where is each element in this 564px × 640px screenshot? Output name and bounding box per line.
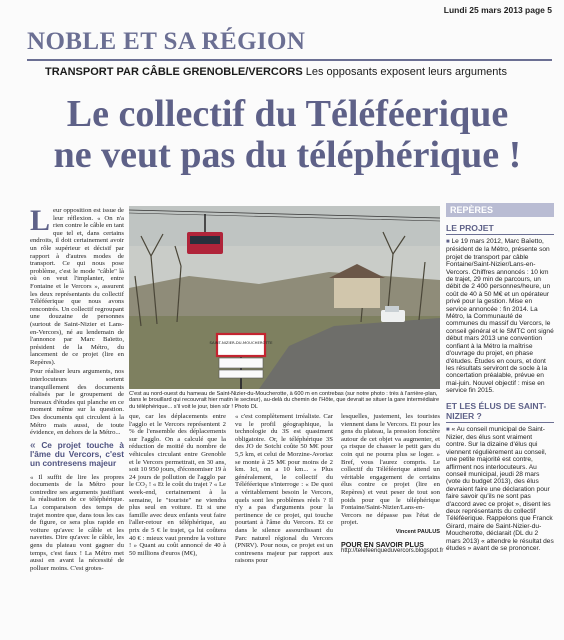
article-paragraph: « c'est complètement irréaliste. Car vu le profil géographique, la technologie du 3S est quasiment obligatoire. Or, le téléphérique 3S des JO de Sotchi coûte 50 M€ pour 5,5 km, et celui de Morzine-Avoriaz se monte à 25 M€ pour moins de 2 km. Ici, on a 10 km... » Plus généralement, le collectif du Téléféerique s'interroge : « De quoi a véritablement besoin le Vercors, quels sont les problèmes réels ? Il n'y a pas d'arguments pour la pertinence de ce projet, qui touche pourtant à l'âme du Vercors. Et ce dans le silence assourdissant du Parc naturel régional du Vercors (PNRV). Pour nous, ce projet est un contresens majeur par rapport aux raisons pour [235, 413, 333, 565]
reperes-sidebar [446, 203, 554, 640]
kicker-rest: Les opposants exposent leurs arguments [305, 66, 507, 78]
reperes-header: REPÈRES [446, 203, 554, 217]
article-column-4 [341, 413, 444, 556]
article-kicker [45, 66, 507, 78]
sidebar-text-elus: ■ « Au conseil municipal de Saint-Nizier, des élus sont vraiment contre. Sur la dizaine d'élus qui viennent régulièrement au conseil, une petite majorité est contre, affirment nos interlocuteurs. Au conseil municipal, jeudi 28 mars (vote du budget 2013), des élus devraient faire une déclaration pour faire savoir qu'ils ne sont pas d'accord avec ce projet », disent les deux représentants du collectif Téléféerique. Rappelons que Franck Girard, maire de Saint-Nizier-du-Moucherotte, déclarait (DL du 2 mars 2013) « attendre le résultat des études » avant de se prononcer. [446, 425, 554, 553]
sign-label: SAINT-NIZIER-DU-MOUCHEROTTE [209, 340, 273, 345]
page-folio: Lundi 25 mars 2013 page 5 [443, 5, 552, 15]
bullet-square-icon: ■ [446, 426, 450, 433]
article-paragraph: que, car les déplacements entre l'agglo et le Vercors représentent 2 % de l'ensemble des déplacements sur l'agglo. On a calculé que la réduction de moitié du nombre de véhicules circulant entre Grenoble et le Vercors permettrait, en 30 ans, soit 10 950 jours, d'économiser 19 à 24 jours de pollution de l'agglo par le CO₂ ! « Et le coût du trajet ? « Le week-end, certainement à la semaine, le "touriste" ne viendra plus seul en voiture. Et si une famille avec deux enfants veut faire l'aller-retour en téléphérique, au prix de 5 € le trajet, ça lui coûtera 40 € : mieux vaut prendre la voiture ! » Quant au coût annoncé de 40 à 50 millions d'euros (M€), [129, 413, 226, 557]
drop-cap: L [30, 204, 51, 237]
article-photo [129, 206, 440, 389]
article-column-3 [235, 413, 333, 567]
pull-quote [30, 441, 124, 469]
article-column-2 [129, 413, 226, 559]
article-headline [30, 94, 545, 176]
sidebar-heading-project: LE PROJET [446, 223, 554, 235]
pull-quote-text: Ce projet touche à l'âme du Vercors, c'est un contresens majeur [30, 439, 124, 469]
article-paragraph: Pour réaliser leurs arguments, nos interlocuteurs sortent tranquillement des documents réalisés par le groupement de bureaux d'études qui planche en ce moment même sur la question. Des documents qui circulent à la Métro mais aussi, de toute évidence, en dehors de la Métro... [30, 368, 124, 437]
headline-line-1: Le collectif du Téléféerique [66, 93, 509, 135]
photo-caption: C'est au nord-ouest du hameau de Saint-Nizier-du-Moucherotte, à 600 m en contrebas (sur notre photo : très à l'arrière-plan, dans le brouillard qui recouvrait hier matin le secteur), au-delà du chemin de l'Hôte, que devrait se situer la gare intermédiaire du téléphérique... s'il voit le jour, bien sûr ! Photo DL [129, 391, 440, 410]
author-signature: Vincent PAULUS [395, 528, 440, 535]
section-title: NOBLE ET SA RÉGION [27, 28, 306, 55]
article-paragraph: eur opposition est issue de leur réflexion. « On n'a rien contre le câble en tant que tel et, dans certains endroits, il doit certainement avoir un rôle supérieur et décisif par rapport à d'autres modes de transport. Ce qui nous pose problème, c'est le mode "câble" là où on veut l'implanter, entre Fontaine et le Vercors », assurent les deux représentants du collectif Téléféerique que nous avons rencontrés. Un collectif regroupant une douzaine de personnes (surtout de Saint-Nizier et Lans-en-Vercors), né au lendemain de l'annonce par Marc Baïetto, président de la Métro, du lancement de ce projet (lire en Repères). [30, 207, 124, 366]
quote-mark-icon: « [30, 439, 36, 451]
more-info-link[interactable]: http://telefeeriqueduvercors.blogspot.fr [341, 548, 444, 555]
section-divider [27, 59, 552, 61]
bullet-square-icon: ■ [446, 239, 450, 245]
sidebar-heading-elus: ET LES ÉLUS DE SAINT-NIZIER ? [446, 401, 554, 423]
article-paragraph: « Il suffit de lire les propres documents de la Métro pour contredire ses arguments justifiant la réalisation de ce téléphérique. La comparaison des temps de trajet montre que, dans tous les cas de figure, ce sera plus rapide en voiture qu'avec le câble et les navettes. Dire qu'avec le câble, les gens du plateau vont gagner du temps, c'est faux ! La Métro met aussi en avant la nécessité de polluer moins. C'est grotes- [30, 473, 124, 572]
article-column-1 [30, 204, 124, 574]
kicker-lead: TRANSPORT PAR CÂBLE GRENOBLE/VERCORS [45, 66, 303, 78]
more-info-title: POUR EN SAVOIR PLUS [341, 539, 424, 549]
headline-line-2: ne veut pas du téléphérique ! [53, 134, 522, 176]
article-paragraph: lesquelles, justement, les touristes viennent dans le Vercors. Et pour les gens du plateau, la pression foncière autour de cet objet va augmenter, et ça risque de chasser le petit gars du coin qui ne pourra plus se loger. » Bref, vous l'aurez compris. Le collectif du Téléféerique attend un véritable engagement de certains élus contre ce projet (lire en Repères) et veut peser de tout son poids pour que le téléphérique Fontaine/Saint-Nizier/Lans-en-Vercors ne dépasse pas l'état de projet. [341, 413, 440, 527]
sidebar-text-project: ■ Le 19 mars 2012, Marc Baïetto, président de la Métro, présente son projet de transport par câble Fontaine/Saint-Nizier/Lans-en-Vercors. Chiffres annoncés : 10 km de trajet, 29 min de parcours, un débit de 2 400 personnes/heure, un coût de 40 à 50 M€ et un opérateur privé pour la gestion. Mise en service annoncée : fin 2014. La Métro, la Communauté de communes du massif du Vercors, le conseil général et le SMTC ont signé début mars 2013 une convention confiant à la Métro la maîtrise d'ouvrage du projet, en phase d'études. Études en cours, et dont les résultats serviront de socle à la concertation préalable, prévue en mai-juin. Nouvel objectif : mise en service fin 2015. [446, 238, 554, 395]
